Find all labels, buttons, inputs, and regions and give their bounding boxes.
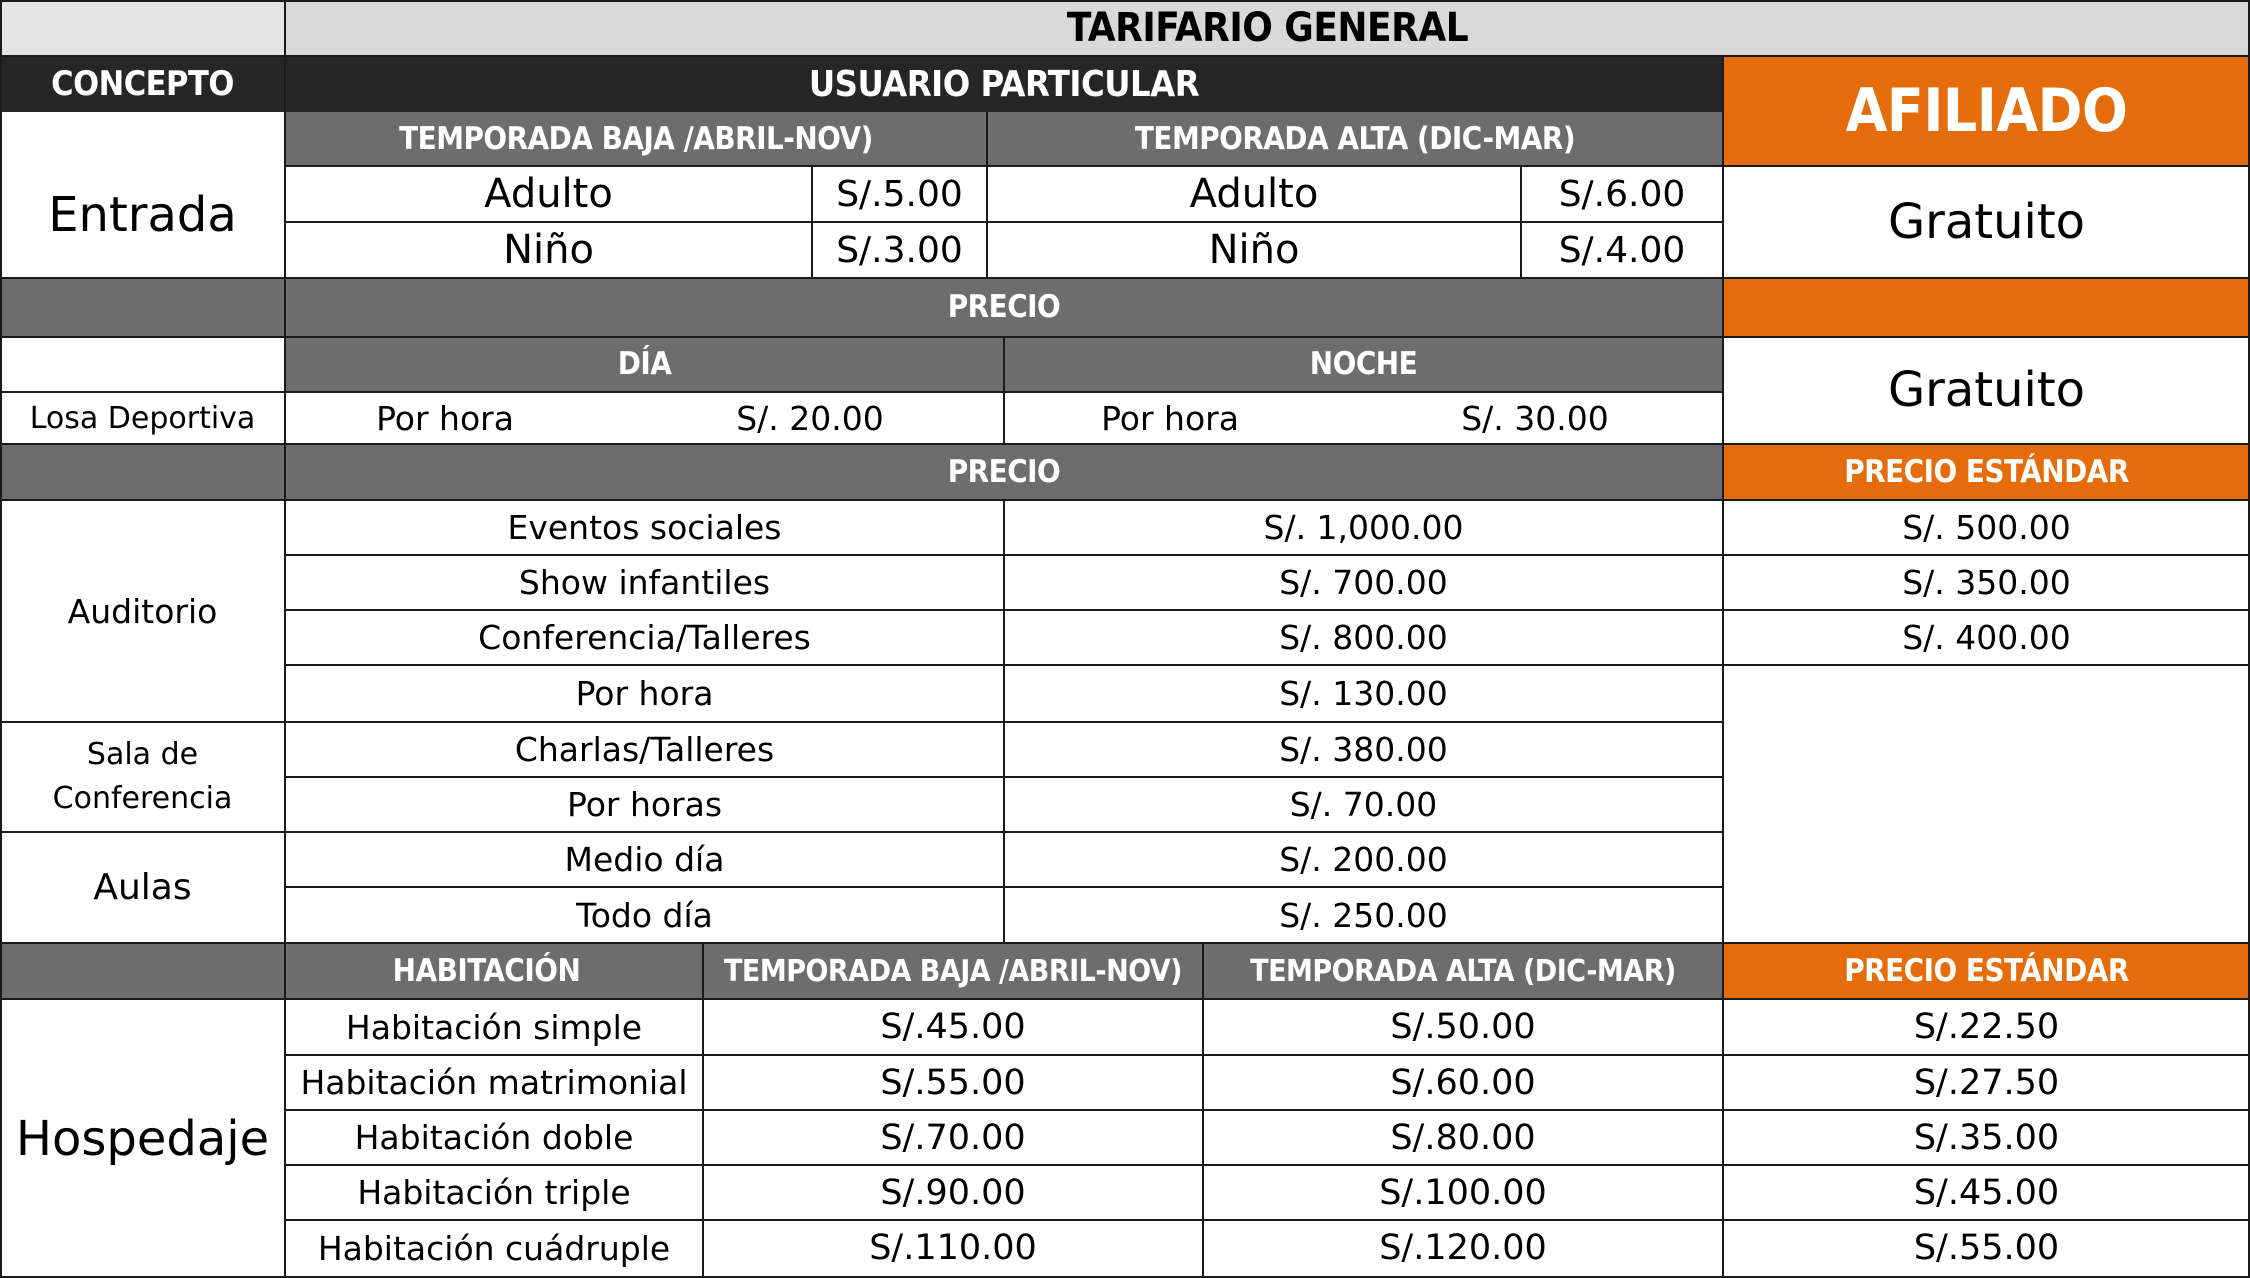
grid-line	[0, 942, 2250, 944]
header-precio-auditorio: PRECIO	[0, 444, 1723, 500]
entrada-adulto-baja-tipo: Adulto	[484, 171, 613, 217]
grid-line	[1202, 943, 1204, 1278]
header-precio-losa: PRECIO	[285, 278, 1723, 336]
hospedaje-row-3-alta: S/.100.00	[1379, 1172, 1547, 1213]
aulas-label: Aulas	[93, 866, 192, 908]
auditorio-row-2-estandar: S/. 400.00	[1902, 618, 2071, 657]
auditorio-row-3-precio: S/. 130.00	[1279, 673, 1448, 713]
grid-line	[285, 1054, 2250, 1056]
hospedaje-row-2-estandar: S/.35.00	[1913, 1117, 2060, 1158]
sala-label-line1: Sala de	[86, 737, 199, 772]
hospedaje-row-2-tipo: Habitación doble	[354, 1118, 634, 1157]
entrada-afiliado: Gratuito	[1887, 194, 2086, 250]
grid-line	[0, 0, 2, 1278]
grid-line	[285, 221, 1723, 223]
grid-line	[811, 166, 813, 278]
header-temporada-baja: TEMPORADA BAJA /ABRIL-NOV)	[285, 112, 987, 166]
entrada-nino-baja-tipo: Niño	[503, 227, 594, 273]
grid-line	[702, 943, 704, 1278]
hospedaje-row-4-tipo: Habitación cuádruple	[317, 1228, 671, 1268]
sala-row-1-precio: S/. 70.00	[1289, 785, 1438, 824]
hospedaje-row-1-alta: S/.60.00	[1390, 1062, 1536, 1103]
auditorio-row-2-concepto: Conferencia/Talleres	[478, 618, 811, 657]
entrada-adulto-alta-tipo: Adulto	[1189, 171, 1319, 217]
page-title: TARIFARIO GENERAL	[1066, 5, 1469, 51]
header-usuario-particular: USUARIO PARTICULAR	[285, 56, 1723, 112]
hospedaje-label: Hospedaje	[15, 1110, 270, 1167]
hospedaje-row-3-baja: S/.90.00	[880, 1172, 1026, 1213]
header-habitacion: HABITACIÓN	[0, 943, 703, 999]
hospedaje-row-3-tipo: Habitación triple	[357, 1173, 631, 1212]
auditorio-row-0-concepto: Eventos sociales	[507, 508, 782, 547]
grid-line	[284, 0, 286, 1278]
hospedaje-row-2-baja: S/.70.00	[880, 1117, 1026, 1158]
header-temporada-alta: TEMPORADA ALTA (DIC-MAR)	[987, 112, 1723, 166]
header-dia: DÍA	[285, 336, 1004, 392]
aulas-row-1-precio: S/. 250.00	[1279, 895, 1448, 935]
grid-line	[0, 499, 2250, 501]
entrada-nino-alta-precio: S/.4.00	[1558, 229, 1686, 271]
auditorio-row-3-concepto: Por hora	[575, 673, 714, 713]
entrada-nino-baja-precio: S/.3.00	[836, 229, 963, 271]
grid-line	[0, 443, 2250, 445]
grid-line	[285, 1109, 2250, 1111]
hospedaje-row-4-estandar: S/.55.00	[1913, 1228, 2060, 1268]
losa-noche-label: Por hora	[1101, 398, 1239, 438]
header-afiliado: AFILIADO	[1723, 56, 2250, 166]
entrada-label: Entrada	[48, 187, 237, 243]
auditorio-row-1-concepto: Show infantiles	[518, 563, 771, 602]
hospedaje-row-1-tipo: Habitación matrimonial	[300, 1063, 688, 1102]
losa-dia-price: S/. 20.00	[736, 398, 884, 438]
hospedaje-row-4-baja: S/.110.00	[869, 1228, 1037, 1268]
losa-band-left	[0, 278, 285, 336]
header-noche: NOCHE	[1004, 336, 1723, 392]
grid-line	[1520, 166, 1522, 278]
grid-line	[285, 609, 2250, 611]
hospedaje-row-3-estandar: S/.45.00	[1913, 1172, 2060, 1213]
grid-line	[285, 165, 2250, 167]
aulas-row-0-precio: S/. 200.00	[1279, 840, 1448, 879]
auditorio-row-0-estandar: S/. 500.00	[1902, 508, 2071, 547]
grid-line	[0, 0, 2250, 2]
grid-line	[0, 55, 2250, 57]
sala-row-0-precio: S/. 380.00	[1279, 730, 1448, 769]
grid-line	[285, 1219, 2250, 1221]
aulas-row-1-concepto: Todo día	[576, 895, 713, 935]
grid-line	[285, 664, 2250, 666]
hospedaje-row-0-tipo: Habitación simple	[345, 1007, 643, 1047]
sala-row-0-concepto: Charlas/Talleres	[514, 730, 775, 769]
losa-afiliado: Gratuito	[1887, 362, 2086, 418]
grid-line	[0, 831, 1723, 833]
grid-line	[0, 277, 2250, 279]
auditorio-row-1-estandar: S/. 350.00	[1902, 563, 2071, 602]
grid-line	[0, 721, 1723, 723]
sala-label	[0, 722, 285, 832]
aulas-row-0-concepto: Medio día	[564, 840, 725, 879]
losa-label: Losa Deportiva	[29, 400, 256, 436]
grid-line	[0, 998, 2250, 1000]
entrada-nino-alta-tipo: Niño	[1208, 227, 1300, 273]
entrada-adulto-alta-precio: S/.6.00	[1558, 173, 1686, 215]
grid-line	[1722, 56, 1724, 1278]
losa-noche-price: S/. 30.00	[1461, 398, 1609, 438]
grid-line	[0, 391, 1723, 393]
header-precio-estandar-hospedaje: PRECIO ESTÁNDAR	[1723, 943, 2250, 999]
grid-line	[0, 336, 2250, 338]
title-left-blank	[0, 0, 285, 56]
header-hospedaje-alta: TEMPORADA ALTA (DIC-MAR)	[1203, 943, 1723, 999]
hospedaje-row-0-alta: S/.50.00	[1390, 1007, 1536, 1047]
header-concepto: CONCEPTO	[0, 56, 285, 112]
losa-band-right	[1723, 278, 2250, 336]
grid-line	[1003, 500, 1005, 943]
auditorio-label: Auditorio	[67, 591, 218, 631]
auditorio-row-0-precio: S/. 1,000.00	[1263, 508, 1464, 547]
header-hospedaje-baja: TEMPORADA BAJA /ABRIL-NOV)	[703, 943, 1203, 999]
grid-line	[285, 554, 2250, 556]
hospedaje-row-4-alta: S/.120.00	[1379, 1228, 1547, 1268]
hospedaje-row-1-estandar: S/.27.50	[1913, 1062, 2060, 1103]
sala-row-1-concepto: Por horas	[566, 785, 723, 824]
hospedaje-row-0-baja: S/.45.00	[880, 1007, 1026, 1047]
auditorio-row-2-precio: S/. 800.00	[1279, 618, 1448, 657]
hospedaje-row-2-alta: S/.80.00	[1390, 1117, 1536, 1158]
header-precio-estandar-auditorio: PRECIO ESTÁNDAR	[1723, 444, 2250, 500]
grid-line	[1003, 336, 1005, 444]
hospedaje-row-1-baja: S/.55.00	[880, 1062, 1026, 1103]
grid-line	[285, 1164, 2250, 1166]
losa-dia-label: Por hora	[376, 398, 514, 438]
sala-label-line2: Conferencia	[52, 781, 233, 816]
hospedaje-row-0-estandar: S/.22.50	[1913, 1007, 2060, 1047]
entrada-adulto-baja-precio: S/.5.00	[836, 173, 963, 215]
auditorio-row-1-precio: S/. 700.00	[1279, 563, 1448, 602]
grid-line	[986, 112, 988, 278]
